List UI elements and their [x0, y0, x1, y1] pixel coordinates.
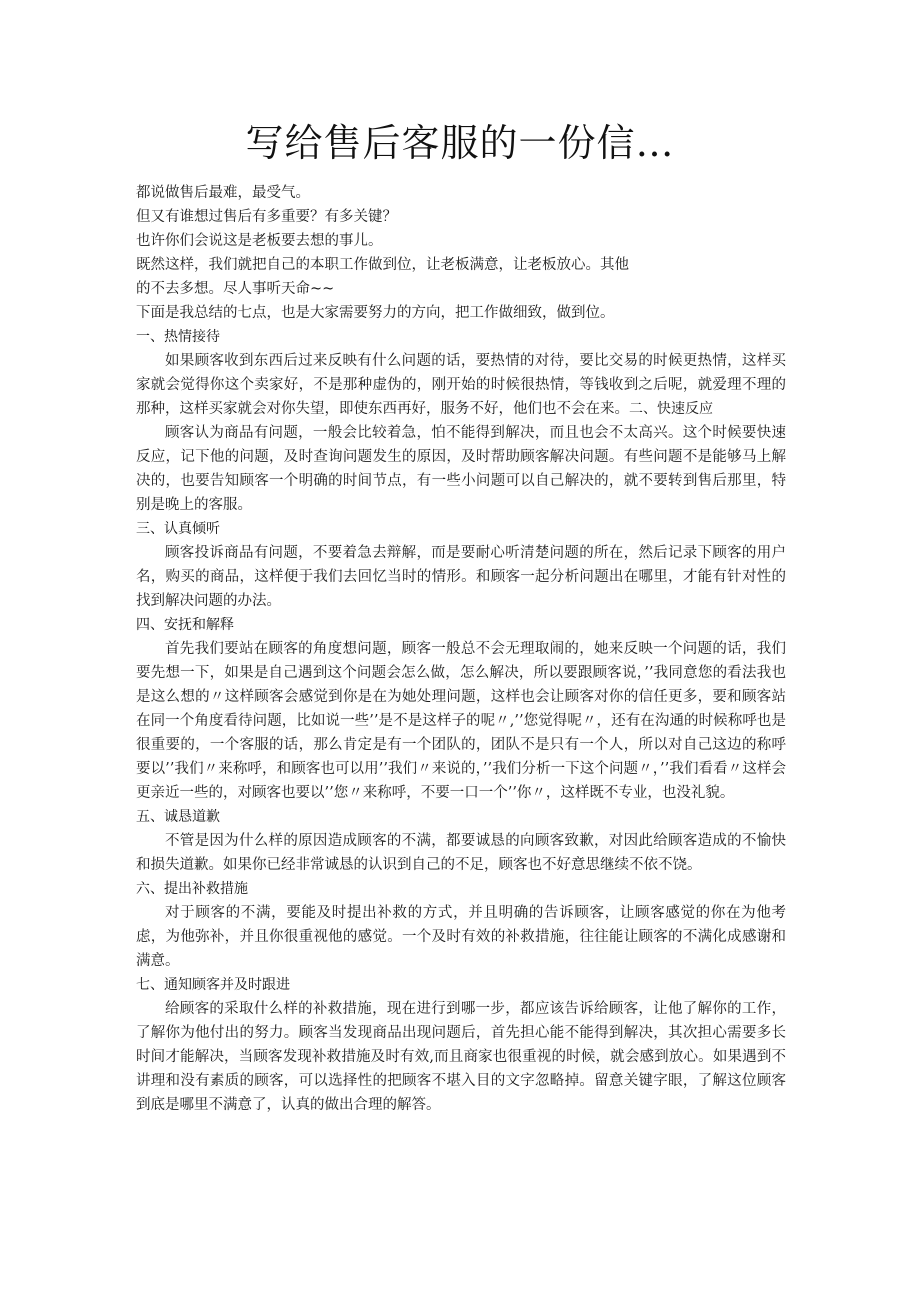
intro-line: 也许你们会说这是老板要去想的事儿。	[136, 233, 383, 249]
intro-line: 既然这样，我们就把自己的本职工作做到位，让老板满意，让老板放心。其他	[136, 257, 629, 273]
section-text: 如果顾客收到东西后过来反映有什么问题的话，要热情的对待，要比交易的时候更热情，这样买家就会觉得你这个卖家好，不是那种虚伪的，刚开始的时候很热情，等钱收到之后呢，就爱理不理的那种，这样买家就会对你失望，即使东西再好，服务不好，他们也不会在来。	[136, 353, 786, 417]
intro-line: 下面是我总结的七点，也是大家需要努力的方向，把工作做细致，做到位。	[136, 305, 615, 321]
section-paragraph: 不管是因为什么样的原因造成顾客的不满，都要诚恳的向顾客致歉，对因此给顾客造成的不愉快和损失道歉。如果你已经非常诚恳的认识到自己的不足，顾客也不好意思继续不依不饶。	[136, 833, 786, 873]
intro-line: 都说做售后最难，最受气。	[136, 185, 310, 201]
section-heading: 五、诚恳道歉	[136, 809, 220, 825]
section-paragraph	[136, 349, 786, 421]
intro-block	[136, 181, 786, 325]
intro-line: 但又有谁想过售后有多重要？有多关键？	[136, 209, 397, 225]
section-heading: 七、通知顾客并及时跟进	[136, 977, 290, 993]
section-paragraph: 给顾客的采取什么样的补救措施，现在进行到哪一步，都应该告诉给顾客，让他了解你的工作，了解你为他付出的努力。顾客当发现商品出现问题后，首先担心能不能得到解决，其次担心需要多长时间才能解决，当顾客发现补救措施及时有效,而且商家也很重视的时候，就会感到放心。如果遇到不讲理和没有素质的顾客，可以选择性的把顾客不堪入目的文字忽略掉。留意关键字眼，了解这位顾客到底是哪里不满意了，认真的做出合理的解答。	[136, 1001, 786, 1113]
section-heading: 六、提出补救措施	[136, 881, 248, 897]
section-paragraph: 首先我们要站在顾客的角度想问题，顾客一般总不会无理取闹的，她来反映一个问题的话，我们要先想一下，如果是自己遇到这个问题会怎么做，怎么解决，所以要跟顾客说，’’我同意您的看法我也是这么想的〃这样顾客会感觉到你是在为她处理问题，这样也会让顾客对你的信任更多，要和顾客站在同一个角度看待问题，比如说一些’’是不是这样子的呢〃,’’您觉得呢〃，还有在沟通的时候称呼也是很重要的，一个客服的话，那么肯定是有一个团队的，团队不是只有一个人，所以对自己这边的称呼要以’’我们〃来称呼，和顾客也可以用’’我们〃来说的，’’我们分析一下这个问题〃，’’我们看看〃这样会更亲近一些的，对顾客也要以’’您〃来称呼，不要一口一个’’你〃，这样既不专业，也没礼貌。	[136, 641, 786, 801]
document-body	[136, 181, 786, 1117]
section-paragraph: 顾客认为商品有问题，一般会比较着急，怕不能得到解决，而且也会不太高兴。这个时候要快速反应，记下他的问题，及时查询问题发生的原因，及时帮助顾客解决问题。有些问题不是能够马上解决的，也要告知顾客一个明确的时间节点，有一些小问题可以自己解决的，就不要转到售后那里，特别是晚上的客服。	[136, 425, 786, 513]
section-heading: 一、热情接待	[136, 329, 220, 345]
document-title: 写给售后客服的一份信…	[245, 121, 675, 165]
section-paragraph: 对于顾客的不满，要能及时提出补救的方式，并且明确的告诉顾客，让顾客感觉的你在为他考虑，为他弥补，并且你很重视他的感觉。一个及时有效的补救措施，往往能让顾客的不满化成感谢和满意。	[136, 905, 786, 969]
section-paragraph: 顾客投诉商品有问题，不要着急去辩解，而是要耐心听清楚问题的所在，然后记录下顾客的用户名，购买的商品，这样便于我们去回忆当时的情形。和顾客一起分析问题出在哪里，才能有针对性的找到解决问题的办法。	[136, 545, 786, 609]
intro-line: 的不去多想。尽人事听天命~~	[136, 281, 335, 297]
section-heading: 三、认真倾听	[136, 521, 220, 537]
section-heading: 四、安抚和解释	[136, 617, 234, 633]
section-heading-inline: 二、快速反应	[629, 401, 713, 417]
